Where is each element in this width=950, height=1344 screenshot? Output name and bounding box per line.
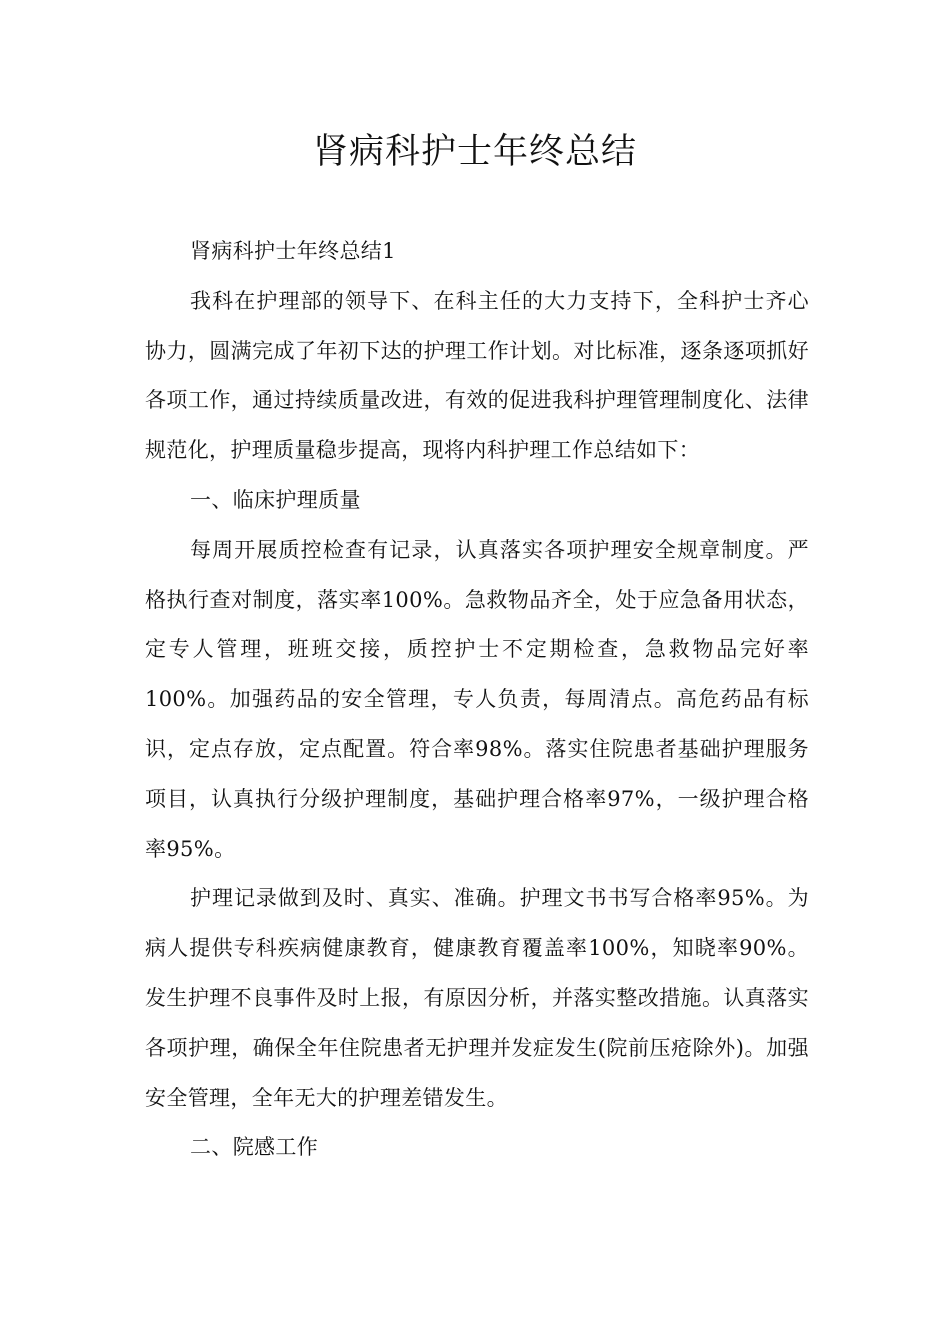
clinical-quality-paragraph: 每周开展质控检查有记录，认真落实各项护理安全规章制度。严格执行查对制度，落实率100%。急救物品齐全，处于应急备用状态，定专人管理，班班交接，质控护士不定期检查，急救物品完好率100%。加强药品的安全管理，专人负责，每周清点。高危药品有标识，定点存放，定点配置。符合率98%。落实住院患者基础护理服务项目，认真执行分级护理制度，基础护理合格率97%，一级护理合格率95%。 <box>145 537 809 861</box>
subtitle-paragraph: 肾病科护士年终总结1 <box>190 239 396 263</box>
document-body <box>145 227 809 1173</box>
intro-paragraph: 我科在护理部的领导下、在科主任的大力支持下，全科护士齐心协力，圆满完成了年初下达的护理工作计划。对比标准，逐条逐项抓好各项工作，通过持续质量改进，有效的促进我科护理管理制度化、法律规范化，护理质量稳步提高，现将内科护理工作总结如下： <box>145 288 809 463</box>
section-heading-infection-control: 二、院感工作 <box>190 1135 319 1160</box>
section-heading-clinical-quality: 一、临床护理质量 <box>190 487 361 512</box>
document-title: 肾病科护士年终总结 <box>312 132 637 172</box>
nursing-records-paragraph: 护理记录做到及时、真实、准确。护理文书书写合格率95%。为病人提供专科疾病健康教育，健康教育覆盖率100%，知晓率90%。发生护理不良事件及时上报，有原因分析，并落实整改措施。认真落实各项护理，确保全年住院患者无护理并发症发生(院前压疮除外)。加强安全管理，全年无大的护理差错发生。 <box>145 886 809 1110</box>
